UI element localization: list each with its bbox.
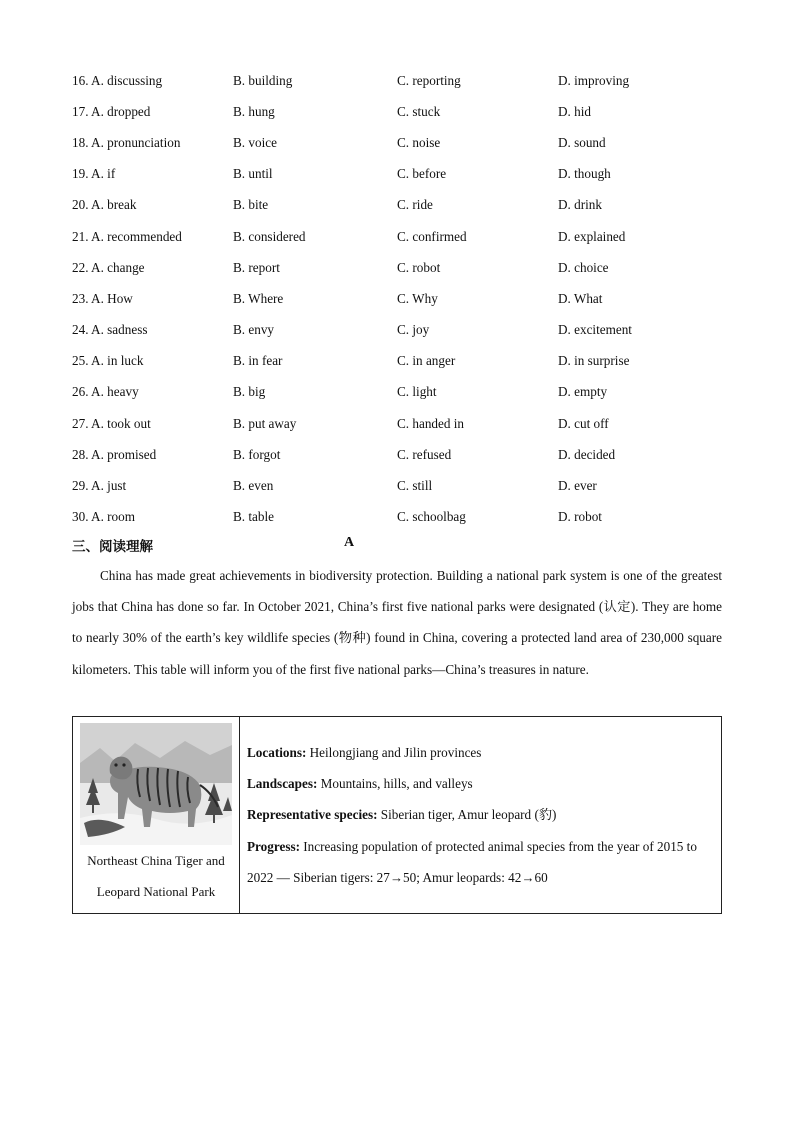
option-row — [72, 283, 732, 314]
option-choice-d: D. sound — [558, 134, 606, 150]
option-choice-b: B. building — [233, 72, 293, 88]
option-choice-d: D. What — [558, 290, 603, 306]
section-title: 三、阅读理解 — [72, 539, 153, 555]
option-choice-c: C. robot — [397, 259, 441, 275]
park-image-cell — [73, 717, 240, 913]
option-choice-c: C. joy — [397, 322, 430, 338]
option-choice-a: 24. A. sadness — [72, 322, 148, 338]
option-choice-d: D. hid — [558, 103, 591, 119]
park-table — [72, 716, 722, 914]
option-row — [72, 502, 732, 533]
option-choice-a: 26. A. heavy — [72, 384, 139, 400]
progress-label: Progress: — [247, 838, 300, 854]
passage-paragraph: China has made great achievements in biodiversity protection. Building a national park system is one of the greatest jobs that China has done so far. In October 2021, China’s first five national parks were designated (认定). They are home to nearly 30% of the earth’s key wildlife species (物种) found in China, covering a protected land area of 230,000 square kilometers. This table will inform you of the first five national parks—China’s treasures in nature. — [72, 568, 722, 677]
option-row — [72, 408, 732, 439]
option-choice-c: C. still — [397, 478, 433, 494]
option-choice-d: D. improving — [558, 72, 630, 88]
option-choice-c: C. schoolbag — [397, 509, 466, 525]
option-choice-b: B. bite — [233, 197, 269, 213]
option-choice-b: B. in fear — [233, 353, 283, 369]
option-choice-d: D. robot — [558, 509, 602, 525]
passage-letter: A — [344, 535, 355, 550]
landscapes-value: Mountains, hills, and valleys — [317, 776, 473, 792]
option-choice-c: C. confirmed — [397, 228, 467, 244]
option-row — [72, 377, 732, 408]
progress-line — [247, 831, 715, 893]
option-choice-b: B. forgot — [233, 446, 281, 462]
option-choice-c: C. stuck — [397, 103, 441, 119]
park-info-cell — [240, 717, 721, 913]
option-choice-c: C. handed in — [397, 415, 465, 431]
option-choice-b: B. voice — [233, 134, 277, 150]
option-choice-c: C. Why — [397, 290, 438, 306]
option-choice-b: B. put away — [233, 415, 297, 431]
option-choice-b: B. report — [233, 259, 280, 275]
option-choice-c: C. refused — [397, 446, 452, 462]
option-choice-c: C. light — [397, 384, 437, 400]
reading-passage — [72, 560, 722, 685]
option-choice-a: 16. A. discussing — [72, 72, 163, 88]
option-choice-b: B. envy — [233, 322, 275, 338]
progress-value: Increasing population of protected animal species from the year of 2015 to 2022 — Siberian tigers: 27→50; Amur leopards: 42→60 — [247, 838, 697, 885]
option-row — [72, 96, 732, 127]
tiger-photo — [80, 723, 232, 845]
option-choice-a: 28. A. promised — [72, 446, 157, 462]
option-choice-a: 19. A. if — [72, 166, 116, 182]
option-choice-d: D. ever — [558, 478, 597, 494]
option-choice-c: C. ride — [397, 197, 433, 213]
option-choice-b: B. big — [233, 384, 266, 400]
option-choice-b: B. considered — [233, 228, 306, 244]
option-choice-d: D. in surprise — [558, 353, 630, 369]
option-choice-d: D. though — [558, 166, 611, 182]
species-label: Representative species: — [247, 807, 378, 823]
species-value: Siberian tiger, Amur leopard (豹) — [377, 807, 557, 823]
option-choice-a: 22. A. change — [72, 259, 145, 275]
option-choice-a: 29. A. just — [72, 478, 127, 494]
option-choice-a: 27. A. took out — [72, 415, 151, 431]
option-choice-a: 25. A. in luck — [72, 353, 144, 369]
answer-options — [72, 65, 732, 533]
option-row — [72, 439, 732, 470]
option-row — [72, 159, 732, 190]
option-row — [72, 346, 732, 377]
option-choice-d: D. excitement — [558, 322, 632, 338]
option-choice-b: B. even — [233, 478, 274, 494]
option-choice-b: B. until — [233, 166, 273, 182]
option-choice-a: 21. A. recommended — [72, 228, 182, 244]
option-choice-a: 23. A. How — [72, 290, 133, 306]
option-row — [72, 315, 732, 346]
option-choice-c: C. noise — [397, 134, 441, 150]
option-choice-a: 30. A. room — [72, 509, 136, 525]
option-choice-d: D. choice — [558, 259, 609, 275]
option-row — [72, 221, 732, 252]
option-choice-c: C. reporting — [397, 72, 461, 88]
option-choice-a: 18. A. pronunciation — [72, 134, 181, 150]
option-choice-b: B. hung — [233, 103, 275, 119]
landscapes-line — [247, 768, 715, 799]
option-choice-d: D. decided — [558, 446, 616, 462]
section-header — [72, 535, 732, 555]
option-choice-a: 17. A. dropped — [72, 103, 151, 119]
option-row — [72, 470, 732, 501]
option-choice-d: D. drink — [558, 197, 602, 213]
species-line — [247, 799, 715, 830]
option-choice-b: B. Where — [233, 290, 284, 306]
locations-value: Heilongjiang and Jilin provinces — [306, 745, 482, 760]
locations-line — [247, 737, 715, 768]
option-choice-d: D. explained — [558, 228, 626, 244]
option-choice-b: B. table — [233, 509, 275, 525]
option-choice-c: C. in anger — [397, 353, 456, 369]
option-row — [72, 252, 732, 283]
option-choice-d: D. empty — [558, 384, 608, 400]
locations-label: Locations: — [247, 745, 307, 760]
landscapes-label: Landscapes: — [247, 776, 318, 792]
option-row — [72, 65, 732, 96]
option-choice-d: D. cut off — [558, 415, 609, 431]
option-choice-c: C. before — [397, 166, 447, 182]
option-choice-a: 20. A. break — [72, 197, 137, 213]
park-name: Northeast China Tiger and Leopard National Park — [87, 853, 225, 899]
option-row — [72, 127, 732, 158]
option-row — [72, 190, 732, 221]
